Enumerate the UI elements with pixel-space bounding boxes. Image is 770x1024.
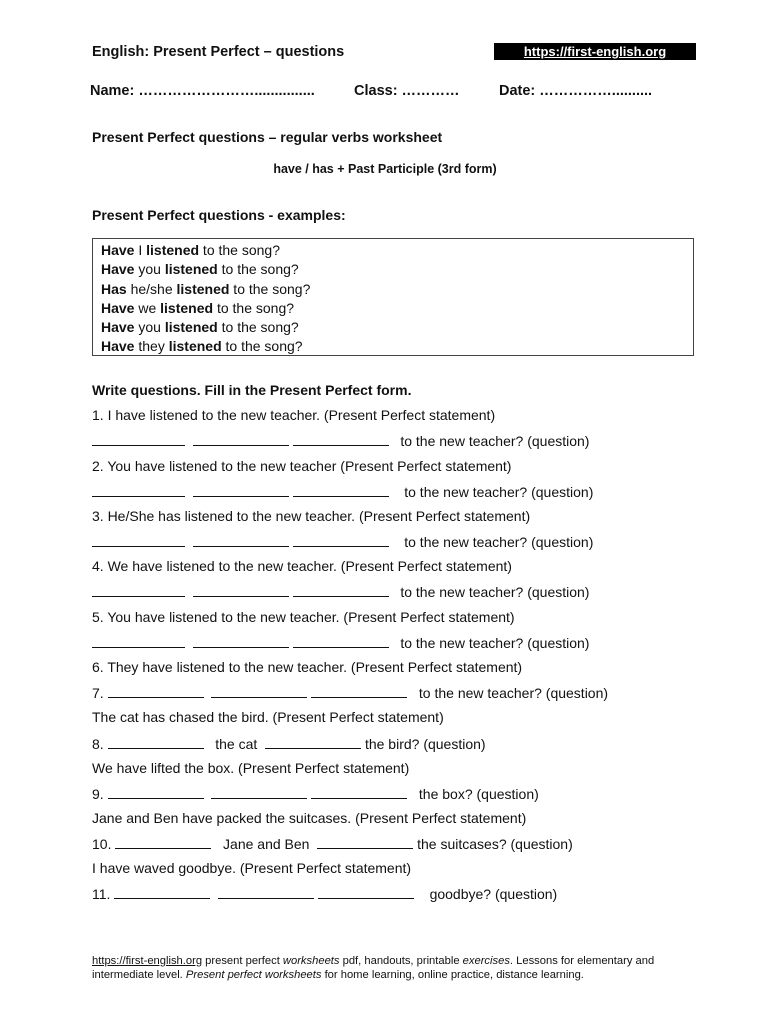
answer-blank[interactable] xyxy=(193,634,289,648)
answer-blank[interactable] xyxy=(211,785,307,799)
question-3: to the new teacher? (question) xyxy=(92,533,593,550)
examples-title: Present Perfect questions - examples: xyxy=(92,207,346,223)
example-line: Have you listened to the song? xyxy=(101,261,299,278)
answer-blank[interactable] xyxy=(218,885,314,899)
question-8: 8. the cat the bird? (question) xyxy=(92,736,486,752)
question-10: 10. Jane and Ben the suitcases? (question) xyxy=(92,836,573,852)
answer-blank[interactable] xyxy=(108,785,204,799)
answer-blank[interactable] xyxy=(293,483,389,497)
example-line: Have I listened to the song? xyxy=(101,242,280,258)
name-field: Name: ……………………............... xyxy=(90,83,315,99)
instructions: Write questions. Fill in the Present Perfect form. xyxy=(92,382,412,398)
statement-10: I have waved goodbye. (Present Perfect statement) xyxy=(92,860,412,876)
site-url-badge[interactable]: https://first-english.org xyxy=(494,43,696,60)
statement-2: 2. You have listened to the new teacher (Present Perfect statement) xyxy=(92,458,512,474)
answer-blank[interactable] xyxy=(265,735,361,749)
question-9: 9. the box? (question) xyxy=(92,786,539,802)
answer-blank[interactable] xyxy=(193,583,289,597)
answer-blank[interactable] xyxy=(318,885,414,899)
question-4: to the new teacher? (question) xyxy=(92,583,589,600)
answer-blank[interactable] xyxy=(311,684,407,698)
answer-blank[interactable] xyxy=(193,483,289,497)
statement-8: We have lifted the box. (Present Perfect statement) xyxy=(92,760,410,776)
answer-blank[interactable] xyxy=(115,835,211,849)
answer-blank[interactable] xyxy=(293,432,389,446)
statement-3: 3. He/She has listened to the new teacher. (Present Perfect statement) xyxy=(92,508,531,524)
class-field: Class: ………… xyxy=(354,83,460,99)
answer-blank[interactable] xyxy=(92,634,185,648)
answer-blank[interactable] xyxy=(317,835,413,849)
examples-box xyxy=(92,238,694,356)
question-11: 11. goodbye? (question) xyxy=(92,886,558,902)
question-5: to the new teacher? (question) xyxy=(92,634,589,651)
answer-blank[interactable] xyxy=(108,735,204,749)
answer-blank[interactable] xyxy=(92,533,185,547)
answer-blank[interactable] xyxy=(193,432,289,446)
answer-blank[interactable] xyxy=(193,533,289,547)
answer-blank[interactable] xyxy=(211,684,307,698)
example-line: Have they listened to the song? xyxy=(101,338,303,355)
example-line: Have you listened to the song? xyxy=(101,319,299,336)
statement-9: Jane and Ben have packed the suitcases. (Present Perfect statement) xyxy=(92,810,527,826)
answer-blank[interactable] xyxy=(108,684,204,698)
answer-blank[interactable] xyxy=(92,483,185,497)
statement-5: 5. You have listened to the new teacher. (Present Perfect statement) xyxy=(92,609,515,625)
answer-blank[interactable] xyxy=(293,533,389,547)
question-1: to the new teacher? (question) xyxy=(92,432,589,449)
answer-blank[interactable] xyxy=(114,885,210,899)
statement-1: 1. I have listened to the new teacher. (Present Perfect statement) xyxy=(92,407,496,423)
question-2: to the new teacher? (question) xyxy=(92,483,593,500)
statement-4: 4. We have listened to the new teacher. (Present Perfect statement) xyxy=(92,558,512,574)
question-7: 7. to the new teacher? (question) xyxy=(92,685,609,701)
date-field: Date: …………….......... xyxy=(499,83,653,99)
answer-blank[interactable] xyxy=(293,583,389,597)
worksheet-title-header: English: Present Perfect – questions xyxy=(92,44,345,60)
footer-link[interactable]: https://first-english.org xyxy=(92,955,203,967)
answer-blank[interactable] xyxy=(311,785,407,799)
example-line: Have we listened to the song? xyxy=(101,299,295,316)
page-title: Present Perfect questions – regular verbs worksheet xyxy=(92,129,443,145)
page-footer: https://first-english.org present perfect worksheets pdf, handouts, printable exercises. Lessons for elementary and intermediate level. Present perfect worksheets for home learning, online practice, distance learning. xyxy=(92,955,655,981)
statement-6: 6. They have listened to the new teacher. (Present Perfect statement) xyxy=(92,659,523,675)
example-line: Has he/she listened to the song? xyxy=(101,280,311,297)
statement-7: The cat has chased the bird. (Present Perfect statement) xyxy=(92,709,444,725)
answer-blank[interactable] xyxy=(92,583,185,597)
answer-blank[interactable] xyxy=(92,432,185,446)
answer-blank[interactable] xyxy=(293,634,389,648)
formula-line: have / has + Past Participle (3rd form) xyxy=(273,162,497,176)
